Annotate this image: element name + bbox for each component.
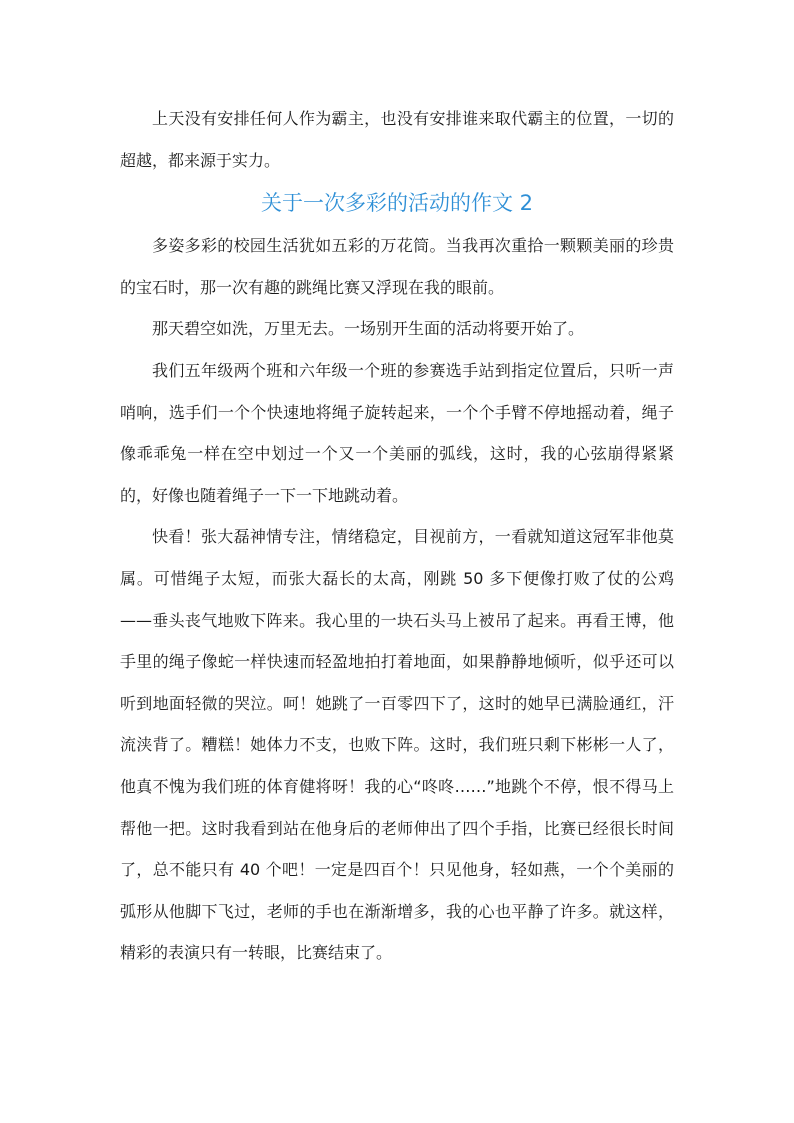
intro-paragraph: 上天没有安排任何人作为霸主，也没有安排谁来取代霸主的位置，一切的超越，都来源于实力。 <box>120 109 674 170</box>
paragraph-3: 我们五年级两个班和六年级一个班的参赛选手站到指定位置后，只听一声哨响，选手们一个个快速地将绳子旋转起来，一个个手臂不停地摇动着，绳子像乖乖兔一样在空中划过一个又一个美丽的弧线，这时，我的心弦崩得紧紧的，好像也随着绳子一下一下地跳动着。 <box>120 360 674 505</box>
paragraph-2: 那天碧空如洗，万里无去。一场别开生面的活动将要开始了。 <box>152 319 585 339</box>
paragraph-1: 多姿多彩的校园生活犹如五彩的万花筒。当我再次重拾一颗颗美丽的珍贵的宝石时，那一次有趣的跳绳比赛又浮现在我的眼前。 <box>120 236 674 297</box>
document-page <box>120 0 674 974</box>
paragraph-4: 快看！张大磊神情专注，情绪稳定，目视前方，一看就知道这冠军非他莫属。可惜绳子太短，而张大磊长的太高，刚跳 50 多下便像打败了仗的公鸡——垂头丧气地败下阵来。我心里的一块石头马上被吊了起来。再看王博，他手里的绳子像蛇一样快速而轻盈地拍打着地面，如果静静地倾听，似乎还可以听到地面轻微的哭泣。呵！她跳了一百零四下了，这时的她早已满脸通红，汗流浃背了。糟糕！她体力不支，也败下阵。这时，我们班只剩下彬彬一人了，他真不愧为我们班的体育健将呀！我的心“咚咚……”地跳个不停，恨不得马上帮他一把。这时我看到站在他身后的老师伸出了四个手指，比赛已经很长时间了，总不能只有 40 个吧！一定是四百个！只见他身，轻如燕，一个个美丽的弧形从他脚下飞过，老师的手也在渐渐增多，我的心也平静了许多。就这样，精彩的表演只有一转眼，比赛结束了。 <box>120 527 674 963</box>
essay-heading: 关于一次多彩的活动的作文 2 <box>260 191 534 216</box>
